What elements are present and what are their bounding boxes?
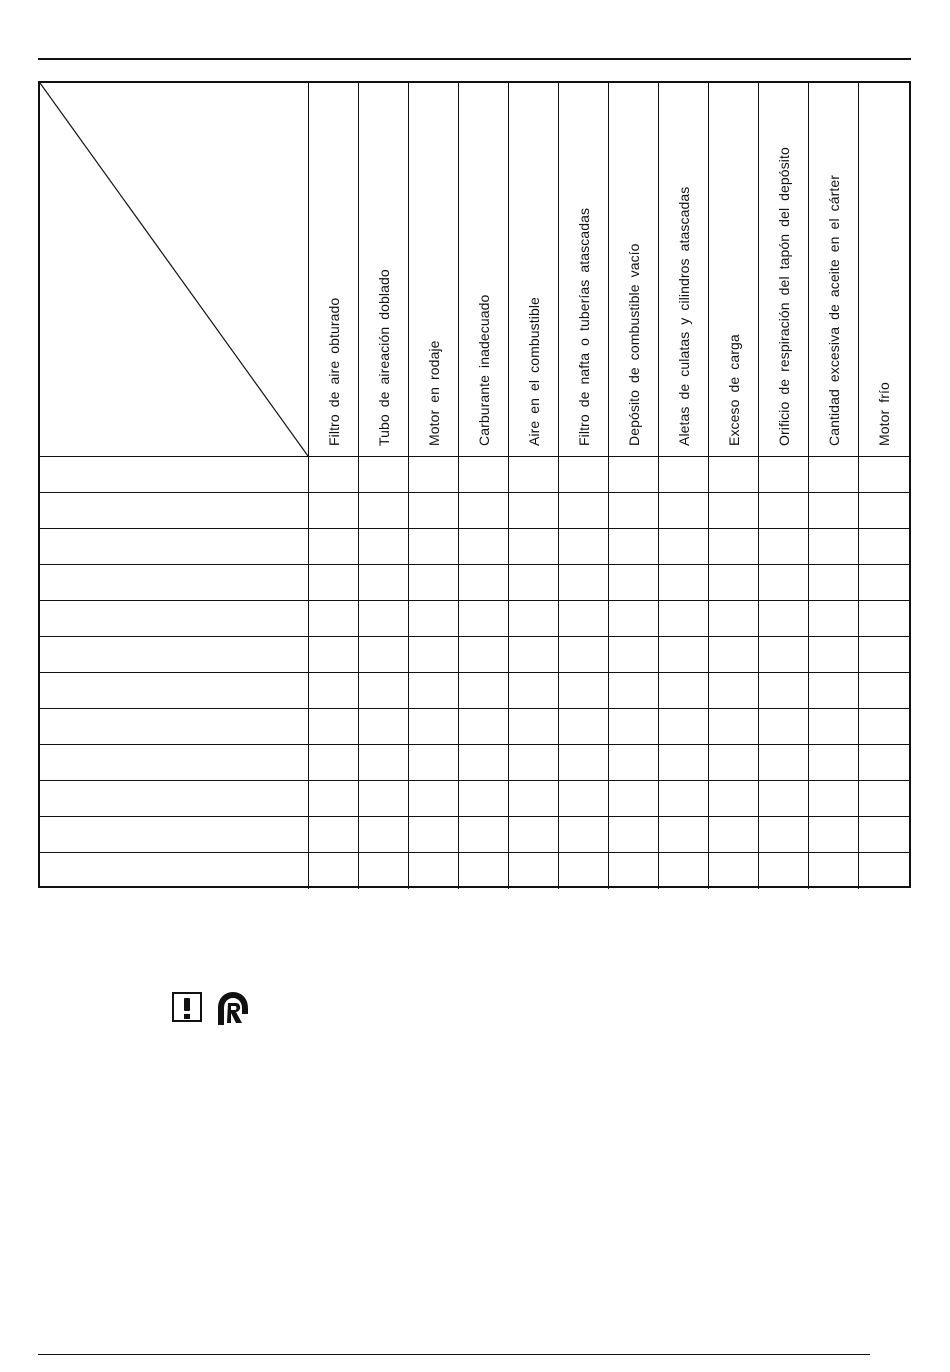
table-cell bbox=[809, 565, 859, 601]
table-cell bbox=[459, 565, 509, 601]
table-cell bbox=[309, 781, 359, 817]
table-cell bbox=[559, 853, 609, 889]
table-cell bbox=[459, 637, 509, 673]
table-cell bbox=[409, 529, 459, 565]
table-cell bbox=[509, 565, 559, 601]
table-cell bbox=[309, 637, 359, 673]
table-cell bbox=[509, 637, 559, 673]
table-cell bbox=[309, 457, 359, 493]
table-cell bbox=[859, 745, 909, 781]
table-cell bbox=[809, 781, 859, 817]
table-cell bbox=[759, 601, 809, 637]
column-header-label: Aletas de culatas y cilindros atascadas bbox=[675, 186, 692, 446]
table-cell bbox=[759, 745, 809, 781]
row-label-cell bbox=[40, 601, 309, 637]
bottom-rule bbox=[38, 1354, 870, 1355]
table-cell bbox=[609, 781, 659, 817]
table-cell bbox=[409, 565, 459, 601]
table-cell bbox=[759, 709, 809, 745]
table-cell bbox=[509, 493, 559, 529]
table-cell bbox=[609, 493, 659, 529]
table-cell bbox=[759, 493, 809, 529]
table-cell bbox=[459, 493, 509, 529]
table-cell bbox=[659, 817, 709, 853]
table-cell bbox=[359, 529, 409, 565]
table-cell bbox=[809, 673, 859, 709]
column-header-label: Cantidad excesiva de aceite en el cárter bbox=[825, 174, 842, 446]
table-cell bbox=[609, 745, 659, 781]
table-cell bbox=[459, 529, 509, 565]
table-cell bbox=[509, 601, 559, 637]
table-cell bbox=[359, 817, 409, 853]
row-label-cell bbox=[40, 637, 309, 673]
table-cell bbox=[709, 673, 759, 709]
table-cell bbox=[309, 673, 359, 709]
table-cell bbox=[859, 637, 909, 673]
table-cell bbox=[859, 817, 909, 853]
table-cell bbox=[309, 745, 359, 781]
table-cell bbox=[609, 529, 659, 565]
table-cell bbox=[359, 565, 409, 601]
table-cell bbox=[609, 457, 659, 493]
troubleshooting-table bbox=[38, 81, 911, 888]
table-cell bbox=[309, 529, 359, 565]
column-header-label: Depósito de combustible vacío bbox=[625, 243, 642, 446]
table-cell bbox=[559, 673, 609, 709]
row-label-cell bbox=[40, 457, 309, 493]
table-cell bbox=[759, 673, 809, 709]
table-cell bbox=[809, 853, 859, 889]
column-header bbox=[859, 83, 909, 457]
column-header bbox=[559, 83, 609, 457]
table-cell bbox=[359, 673, 409, 709]
column-header bbox=[309, 83, 359, 457]
table-cell bbox=[359, 709, 409, 745]
table-cell bbox=[859, 493, 909, 529]
column-header bbox=[709, 83, 759, 457]
table-cell bbox=[559, 493, 609, 529]
table-cell bbox=[809, 529, 859, 565]
table-cell bbox=[409, 637, 459, 673]
table-cell bbox=[309, 493, 359, 529]
table-cell bbox=[309, 565, 359, 601]
table-cell bbox=[309, 709, 359, 745]
table-cell bbox=[659, 637, 709, 673]
table-cell bbox=[759, 817, 809, 853]
table-cell bbox=[359, 781, 409, 817]
table-cell bbox=[359, 637, 409, 673]
table-cell bbox=[509, 457, 559, 493]
table-cell bbox=[609, 817, 659, 853]
table-cell bbox=[409, 493, 459, 529]
table-cell bbox=[359, 493, 409, 529]
table-cell bbox=[559, 745, 609, 781]
table-cell bbox=[709, 781, 759, 817]
table-cell bbox=[859, 709, 909, 745]
table-cell bbox=[459, 457, 509, 493]
table-cell bbox=[609, 709, 659, 745]
column-header bbox=[659, 83, 709, 457]
table-cell bbox=[659, 781, 709, 817]
column-header-label: Motor frío bbox=[876, 382, 892, 446]
column-header-label: Tubo de aireación doblado bbox=[375, 269, 392, 446]
table-cell bbox=[509, 781, 559, 817]
table-cell bbox=[709, 745, 759, 781]
column-header bbox=[459, 83, 509, 457]
table-cell bbox=[609, 601, 659, 637]
corner-cell bbox=[40, 83, 309, 457]
table-cell bbox=[559, 601, 609, 637]
column-header bbox=[509, 83, 559, 457]
table-cell bbox=[459, 781, 509, 817]
table-cell bbox=[559, 709, 609, 745]
table-cell bbox=[359, 853, 409, 889]
table-cell bbox=[859, 781, 909, 817]
table-cell bbox=[409, 601, 459, 637]
table-cell bbox=[509, 709, 559, 745]
table-cell bbox=[809, 637, 859, 673]
table-cell bbox=[409, 709, 459, 745]
table-cell bbox=[309, 853, 359, 889]
table-cell bbox=[859, 601, 909, 637]
r-arch-logo-icon bbox=[214, 990, 252, 1026]
table-cell bbox=[809, 457, 859, 493]
row-label-cell bbox=[40, 565, 309, 601]
table-cell bbox=[709, 529, 759, 565]
table-cell bbox=[459, 817, 509, 853]
table-cell bbox=[509, 853, 559, 889]
table-cell bbox=[809, 601, 859, 637]
exclamation-box-icon bbox=[172, 992, 202, 1022]
row-label-cell bbox=[40, 493, 309, 529]
table-cell bbox=[709, 565, 759, 601]
table-cell bbox=[859, 565, 909, 601]
table-cell bbox=[659, 745, 709, 781]
table-cell bbox=[759, 565, 809, 601]
table-cell bbox=[809, 493, 859, 529]
table-cell bbox=[409, 781, 459, 817]
row-label-cell bbox=[40, 673, 309, 709]
table-cell bbox=[459, 745, 509, 781]
top-rule bbox=[38, 58, 911, 60]
row-label-cell bbox=[40, 745, 309, 781]
table-cell bbox=[559, 637, 609, 673]
table-cell bbox=[759, 853, 809, 889]
table-cell bbox=[659, 493, 709, 529]
table-cell bbox=[609, 565, 659, 601]
table-cell bbox=[709, 493, 759, 529]
table-cell bbox=[809, 745, 859, 781]
table-cell bbox=[359, 601, 409, 637]
table-cell bbox=[459, 601, 509, 637]
table-cell bbox=[359, 457, 409, 493]
table-cell bbox=[709, 637, 759, 673]
table-cell bbox=[559, 565, 609, 601]
table-cell bbox=[859, 673, 909, 709]
table-cell bbox=[409, 673, 459, 709]
row-label-cell bbox=[40, 853, 309, 889]
column-header-label: Filtro de nafta o tuberías atascadas bbox=[575, 207, 592, 446]
column-header bbox=[409, 83, 459, 457]
table-cell bbox=[559, 781, 609, 817]
table-cell bbox=[659, 529, 709, 565]
column-header bbox=[359, 83, 409, 457]
table-cell bbox=[509, 529, 559, 565]
table-cell bbox=[459, 673, 509, 709]
table-cell bbox=[559, 457, 609, 493]
table-cell bbox=[809, 709, 859, 745]
table-cell bbox=[859, 457, 909, 493]
column-header-label: Exceso de carga bbox=[725, 334, 742, 446]
table-cell bbox=[709, 457, 759, 493]
table-cell bbox=[309, 601, 359, 637]
column-header bbox=[759, 83, 809, 457]
row-label-cell bbox=[40, 529, 309, 565]
table-cell bbox=[659, 601, 709, 637]
table-cell bbox=[459, 709, 509, 745]
table-cell bbox=[409, 817, 459, 853]
table-cell bbox=[859, 853, 909, 889]
table-cell bbox=[559, 529, 609, 565]
table-cell bbox=[759, 781, 809, 817]
table-cell bbox=[509, 745, 559, 781]
table-cell bbox=[659, 709, 709, 745]
column-header-label: Motor en rodaje bbox=[425, 340, 442, 446]
table-cell bbox=[709, 853, 759, 889]
row-label-cell bbox=[40, 709, 309, 745]
table-cell bbox=[509, 817, 559, 853]
table-cell bbox=[759, 637, 809, 673]
table-cell bbox=[609, 637, 659, 673]
table-cell bbox=[309, 817, 359, 853]
table-cell bbox=[659, 673, 709, 709]
table-cell bbox=[709, 709, 759, 745]
table-cell bbox=[809, 817, 859, 853]
table-cell bbox=[509, 673, 559, 709]
column-header-label: Orificio de respiración del tapón del depósito bbox=[775, 147, 792, 446]
table-cell bbox=[609, 673, 659, 709]
table-cell bbox=[409, 853, 459, 889]
column-header-label: Filtro de aire obturado bbox=[325, 297, 342, 446]
column-header-label: Aire en el combustible bbox=[525, 297, 542, 446]
row-label-cell bbox=[40, 781, 309, 817]
column-header bbox=[809, 83, 859, 457]
table-cell bbox=[709, 601, 759, 637]
table-cell bbox=[409, 745, 459, 781]
column-header-label: Carburante inadecuado bbox=[475, 294, 492, 446]
table-cell bbox=[709, 817, 759, 853]
table-cell bbox=[659, 565, 709, 601]
table-cell bbox=[659, 853, 709, 889]
table-cell bbox=[859, 529, 909, 565]
table-cell bbox=[409, 457, 459, 493]
table-cell bbox=[609, 853, 659, 889]
table-cell bbox=[459, 853, 509, 889]
diagonal-line bbox=[40, 83, 308, 456]
table-cell bbox=[759, 529, 809, 565]
table-cell bbox=[559, 817, 609, 853]
table-cell bbox=[759, 457, 809, 493]
table-cell bbox=[659, 457, 709, 493]
row-label-cell bbox=[40, 817, 309, 853]
column-header bbox=[609, 83, 659, 457]
table-cell bbox=[359, 745, 409, 781]
